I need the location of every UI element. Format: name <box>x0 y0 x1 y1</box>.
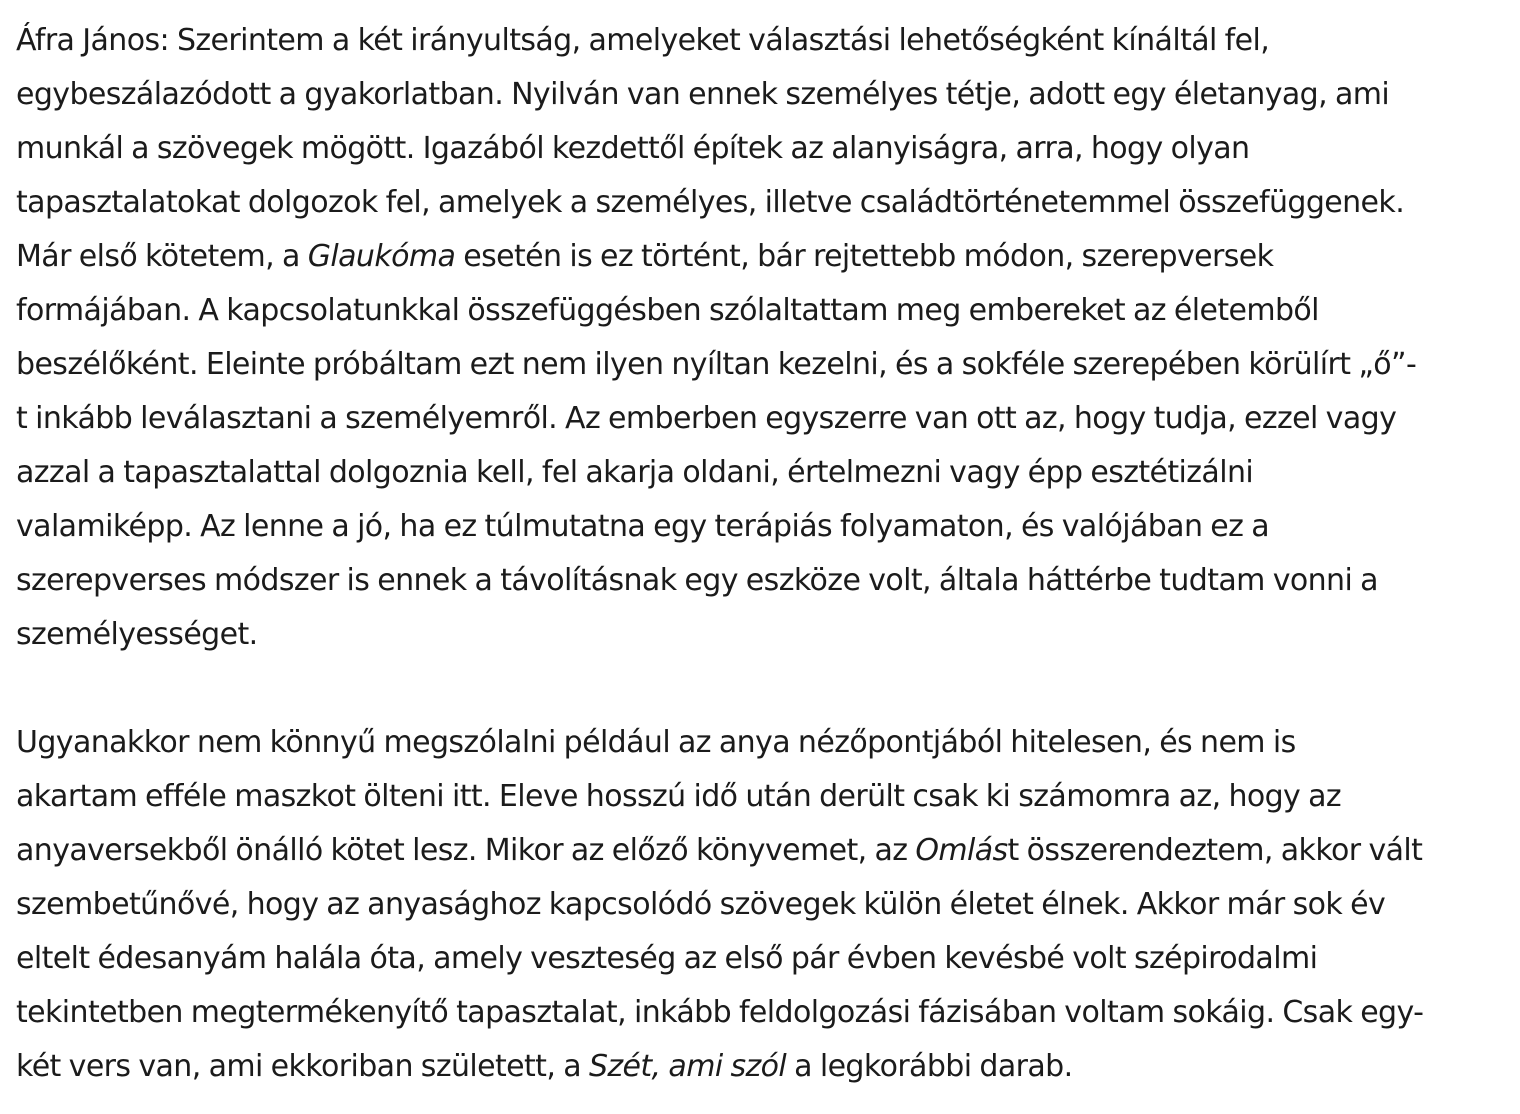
text-run: szerepverses módszer is ennek a távolításnak egy eszköze volt, általa háttérbe tudtam vonni a <box>16 563 1378 598</box>
text-run: tekintetben megtermékenyítő tapasztalat, inkább feldolgozási fázisában voltam sokáig. Csak egy- <box>16 995 1424 1030</box>
text-line <box>16 392 1506 446</box>
italic-title: Glaukóma <box>307 239 456 274</box>
text-line <box>16 338 1506 392</box>
text-run: anyaversekből önálló kötet lesz. Mikor az előző könyvemet, az <box>16 833 916 868</box>
text-line <box>16 716 1506 770</box>
text-run: Ugyanakkor nem könnyű megszólalni például az anya nézőpontjából hitelesen, és nem is <box>16 725 1296 760</box>
text-run: esetén is ez történt, bár rejtettebb módon, szerepversek <box>455 239 1274 274</box>
text-line <box>16 446 1506 500</box>
text-line <box>16 500 1506 554</box>
paragraph <box>16 716 1506 1094</box>
text-run: valamiképp. Az lenne a jó, ha ez túlmutatna egy terápiás folyamaton, és valójában ez a <box>16 509 1270 544</box>
text-line <box>16 986 1506 1040</box>
text-line <box>16 878 1506 932</box>
text-line <box>16 554 1506 608</box>
text-line <box>16 68 1506 122</box>
text-run: személyességet. <box>16 617 258 652</box>
text-run: beszélőként. Eleinte próbáltam ezt nem ilyen nyíltan kezelni, és a sokféle szerepében körülírt „ő”- <box>16 347 1417 382</box>
text-run: Már első kötetem, a <box>16 239 308 274</box>
article-body <box>16 14 1506 1094</box>
italic-title: Omlás <box>915 833 1008 868</box>
text-run: szembetűnővé, hogy az anyasághoz kapcsolódó szövegek külön életet élnek. Akkor már sok év <box>16 887 1386 922</box>
text-line <box>16 14 1506 68</box>
text-run: Áfra János: Szerintem a két irányultság, amelyeket választási lehetőségként kínáltál fel, <box>16 23 1270 58</box>
text-run: azzal a tapasztalattal dolgoznia kell, fel akarja oldani, értelmezni vagy épp esztétizálni <box>16 455 1254 490</box>
text-line <box>16 176 1506 230</box>
text-run: tapasztalatokat dolgozok fel, amelyek a személyes, illetve családtörténetemmel összefüggenek. <box>16 185 1405 220</box>
text-line <box>16 230 1506 284</box>
text-line <box>16 608 1506 662</box>
text-run: t inkább leválasztani a személyemről. Az emberben egyszerre van ott az, hogy tudja, ezzel vagy <box>16 401 1397 436</box>
text-line <box>16 824 1506 878</box>
text-run: két vers van, ami ekkoriban született, a <box>16 1049 589 1084</box>
text-line <box>16 284 1506 338</box>
text-run: t összerendeztem, akkor vált <box>1007 833 1423 868</box>
paragraph <box>16 14 1506 662</box>
text-run: eltelt édesanyám halála óta, amely veszteség az első pár évben kevésbé volt szépirodalmi <box>16 941 1318 976</box>
text-run: a legkorábbi darab. <box>786 1049 1073 1084</box>
text-run: akartam efféle maszkot ölteni itt. Eleve hosszú idő után derült csak ki számomra az, hogy az <box>16 779 1342 814</box>
text-run: formájában. A kapcsolatunkkal összefüggésben szólaltattam meg embereket az életemből <box>16 293 1319 328</box>
text-line <box>16 1040 1506 1094</box>
text-line <box>16 122 1506 176</box>
text-run: munkál a szövegek mögött. Igazából kezdettől építek az alanyiságra, arra, hogy olyan <box>16 131 1250 166</box>
text-line <box>16 932 1506 986</box>
italic-title: Szét, ami szól <box>588 1049 787 1084</box>
text-run: egybeszálazódott a gyakorlatban. Nyilván van ennek személyes tétje, adott egy életanyag, ami <box>16 77 1390 112</box>
text-line <box>16 770 1506 824</box>
